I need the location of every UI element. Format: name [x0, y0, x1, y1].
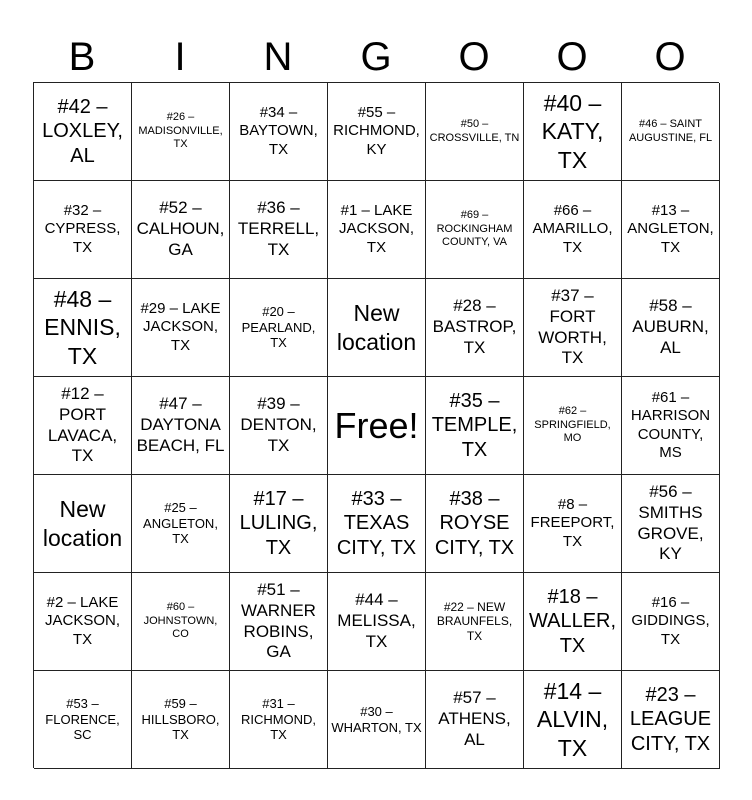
cell-text: #37 – FORT WORTH, TX	[538, 286, 607, 368]
cell-text: #57 – ATHENS, AL	[438, 688, 511, 749]
cell-text: #55 – RICHMOND, KY	[333, 104, 420, 158]
bingo-cell	[34, 671, 132, 769]
bingo-cell	[622, 377, 720, 475]
cell-text: #52 – CALHOUN, GA	[136, 198, 225, 259]
header-letter-b: B	[68, 35, 96, 79]
cell-text: #16 – GIDDINGS, TX	[631, 594, 710, 648]
cell-text: #28 – BASTROP, TX	[432, 296, 517, 357]
cell-text: #38 – ROYSE CITY, TX	[434, 487, 515, 559]
cell-text: #35 – TEMPLE, TX	[431, 389, 518, 461]
bingo-cell	[34, 181, 132, 279]
cell-text: #36 – TERRELL, TX	[237, 198, 320, 259]
cell-text: #22 – NEW BRAUNFELS, TX	[436, 599, 513, 643]
cell-text: #51 – WARNER ROBINS, GA	[241, 580, 316, 662]
bingo-cell	[622, 181, 720, 279]
header-letter-g: G	[360, 35, 392, 79]
bingo-cell	[132, 573, 230, 671]
bingo-cell	[426, 573, 524, 671]
bingo-cell	[34, 279, 132, 377]
cell-text: #13 – ANGLETON, TX	[627, 202, 714, 256]
bingo-cell	[524, 573, 622, 671]
cell-text: #17 – LULING, TX	[239, 487, 318, 559]
bingo-cell	[34, 377, 132, 475]
bingo-cell	[328, 83, 426, 181]
bingo-cell	[132, 181, 230, 279]
cell-text: #47 – DAYTONA BEACH, FL	[136, 394, 225, 455]
header-letter-i: I	[174, 35, 186, 79]
bingo-grid	[33, 82, 719, 768]
cell-text: #8 – FREEPORT, TX	[530, 496, 615, 550]
cell-text: #26 – MADISONVILLE, TX	[138, 111, 223, 151]
cell-text: #48 – ENNIS, TX	[44, 286, 121, 369]
cell-text: #40 – KATY, TX	[541, 90, 604, 173]
cell-text: #30 – WHARTON, TX	[331, 703, 422, 735]
cell-text: #58 – AUBURN, AL	[632, 296, 709, 357]
bingo-cell	[132, 279, 230, 377]
cell-text: #31 – RICHMOND, TX	[240, 695, 317, 743]
bingo-cell	[328, 475, 426, 573]
bingo-cell	[230, 377, 328, 475]
bingo-cell	[622, 573, 720, 671]
bingo-cell	[426, 671, 524, 769]
bingo-cell	[524, 475, 622, 573]
bingo-cell	[622, 83, 720, 181]
cell-text: #33 – TEXAS CITY, TX	[336, 487, 417, 559]
header-letter-o-3: O	[654, 35, 686, 79]
cell-text: #14 – ALVIN, TX	[536, 678, 609, 761]
bingo-cell	[426, 181, 524, 279]
cell-text: #32 – CYPRESS, TX	[44, 202, 121, 256]
cell-text: #50 – CROSSVILLE, TN	[429, 118, 520, 144]
bingo-cell	[34, 83, 132, 181]
bingo-cell	[132, 83, 230, 181]
cell-text: #12 – PORT LAVACA, TX	[47, 384, 118, 466]
bingo-cell	[230, 279, 328, 377]
bingo-cell	[524, 671, 622, 769]
cell-text: #46 – SAINT AUGUSTINE, FL	[628, 118, 713, 144]
cell-text: #61 – HARRISON COUNTY, MS	[630, 388, 711, 461]
cell-text: New location	[42, 496, 123, 551]
bingo-cell	[230, 83, 328, 181]
bingo-cell	[426, 279, 524, 377]
bingo-header	[33, 32, 719, 82]
bingo-cell	[622, 671, 720, 769]
cell-text: #59 – HILLSBORO, TX	[141, 695, 220, 743]
cell-text: New location	[336, 300, 417, 355]
cell-text: #69 – ROCKINGHAM COUNTY, VA	[436, 209, 513, 249]
cell-text: #44 – MELISSA, TX	[337, 590, 416, 651]
bingo-cell	[328, 671, 426, 769]
bingo-cell	[426, 475, 524, 573]
bingo-cell	[622, 475, 720, 573]
bingo-cell	[524, 377, 622, 475]
bingo-cell	[230, 671, 328, 769]
cell-text: #23 – LEAGUE CITY, TX	[629, 683, 712, 755]
bingo-cell	[426, 83, 524, 181]
bingo-cell	[524, 83, 622, 181]
free-space-text: Free!	[334, 404, 419, 446]
header-letter-o-1: O	[458, 35, 490, 79]
bingo-cell	[34, 475, 132, 573]
cell-text: #42 – LOXLEY, AL	[42, 95, 123, 167]
cell-text: #34 – BAYTOWN, TX	[239, 104, 318, 158]
bingo-cell	[524, 181, 622, 279]
header-letter-n: N	[263, 35, 293, 79]
bingo-cell	[328, 279, 426, 377]
cell-text: #1 – LAKE JACKSON, TX	[338, 202, 414, 256]
bingo-cell	[622, 279, 720, 377]
cell-text: #53 – FLORENCE, SC	[45, 695, 120, 743]
cell-text: #56 – SMITHS GROVE, KY	[637, 482, 704, 564]
bingo-cell	[230, 181, 328, 279]
cell-text: #60 – JOHNSTOWN, CO	[143, 601, 218, 641]
bingo-cell	[132, 475, 230, 573]
cell-text: #18 – WALLER, TX	[528, 585, 617, 657]
bingo-cell	[328, 573, 426, 671]
bingo-cell	[230, 475, 328, 573]
cell-text: #29 – LAKE JACKSON, TX	[140, 300, 221, 354]
bingo-cell	[328, 181, 426, 279]
cell-text: #39 – DENTON, TX	[240, 394, 317, 455]
free-space	[328, 377, 426, 475]
bingo-cell	[426, 377, 524, 475]
bingo-cell	[524, 279, 622, 377]
cell-text: #20 – PEARLAND, TX	[241, 303, 316, 351]
cell-text: #66 – AMARILLO, TX	[532, 202, 613, 256]
cell-text: #2 – LAKE JACKSON, TX	[44, 594, 120, 648]
cell-text: #62 – SPRINGFIELD, MO	[534, 405, 611, 445]
bingo-cell	[230, 573, 328, 671]
bingo-cell	[34, 573, 132, 671]
cell-text: #25 – ANGLETON, TX	[143, 499, 218, 547]
header-letter-o-2: O	[556, 35, 588, 79]
bingo-cell	[132, 377, 230, 475]
bingo-cell	[132, 671, 230, 769]
